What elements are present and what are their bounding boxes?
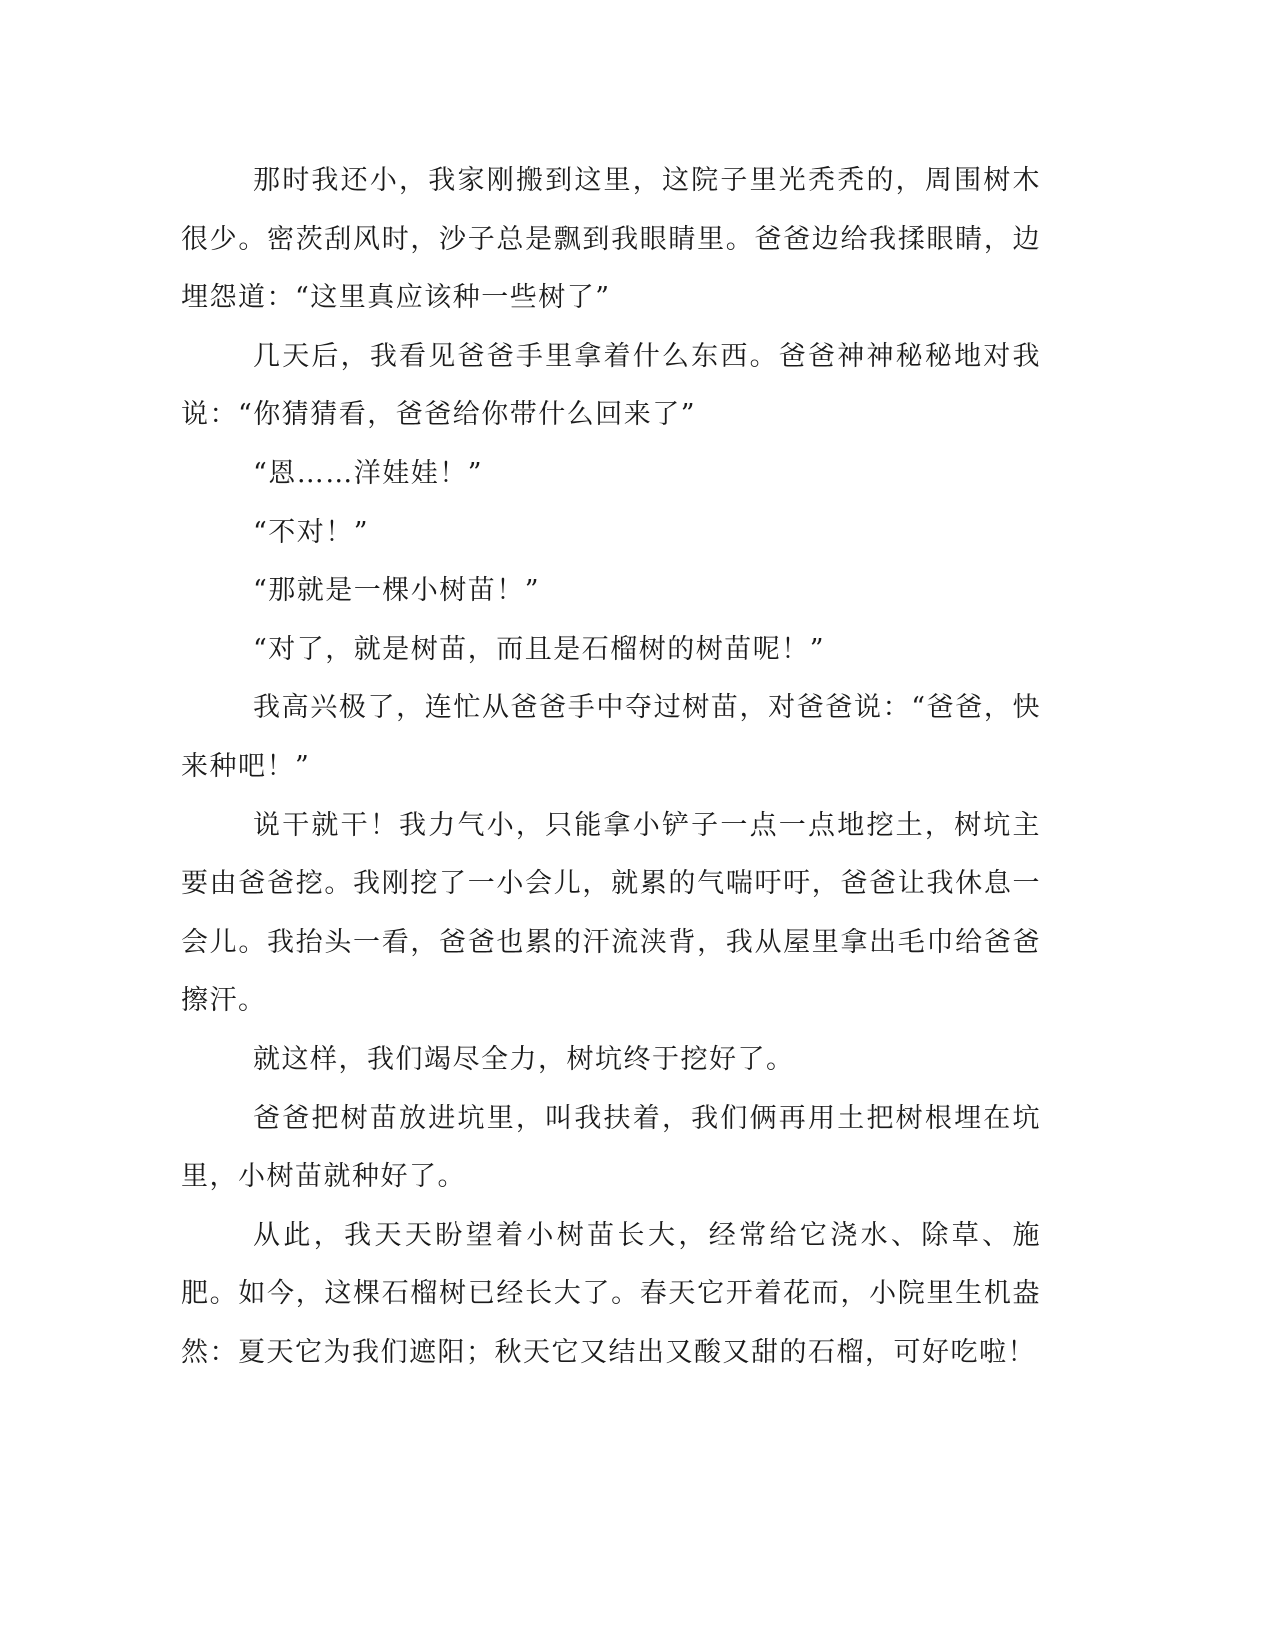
paragraph: 就这样，我们竭尽全力，树坑终于挖好了。 — [253, 1043, 795, 1075]
paragraph: 说干就干！我力气小，只能拿小铲子一点一点地挖土，树坑主要由爸爸挖。我刚挖了一小会儿，就累的气喘吁吁，爸爸让我休息一会儿。我抬头一看，爸爸也累的汗流浃背，我从屋里拿出毛巾给爸爸擦汗。 — [181, 809, 1041, 1017]
paragraph: “对了，就是树苗，而且是石榴树的树苗呢！” — [253, 633, 826, 665]
paragraph: 爸爸把树苗放进坑里，叫我扶着，我们俩再用土把树根埋在坑里，小树苗就种好了。 — [181, 1102, 1041, 1193]
paragraph: 从此，我天天盼望着小树苗长大，经常给它浇水、除草、施肥。如今，这棵石榴树已经长大了。春天它开着花而，小院里生机盎然：夏天它为我们遮阳；秋天它又结出又酸又甜的石榴，可好吃啦！ — [181, 1219, 1041, 1368]
paragraph: 我高兴极了，连忙从爸爸手中夺过树苗，对爸爸说：“爸爸，快来种吧！” — [181, 692, 1041, 782]
paragraph: “那就是一棵小树苗！” — [253, 575, 541, 607]
paragraph: “不对！” — [253, 516, 370, 548]
paragraph: 那时我还小，我家刚搬到这里，这院子里光秃秃的，周围树木很少。密茨刮风时，沙子总是飘到我眼睛里。爸爸边给我揉眼睛，边埋怨道：“这里真应该种一些树了” — [181, 165, 1041, 314]
paragraph: 几天后，我看见爸爸手里拿着什么东西。爸爸神神秘秘地对我说：“你猜猜看，爸爸给你带什么回来了” — [181, 340, 1041, 431]
document-body — [181, 152, 1041, 1382]
paragraph: “恩……洋娃娃！” — [253, 457, 484, 489]
